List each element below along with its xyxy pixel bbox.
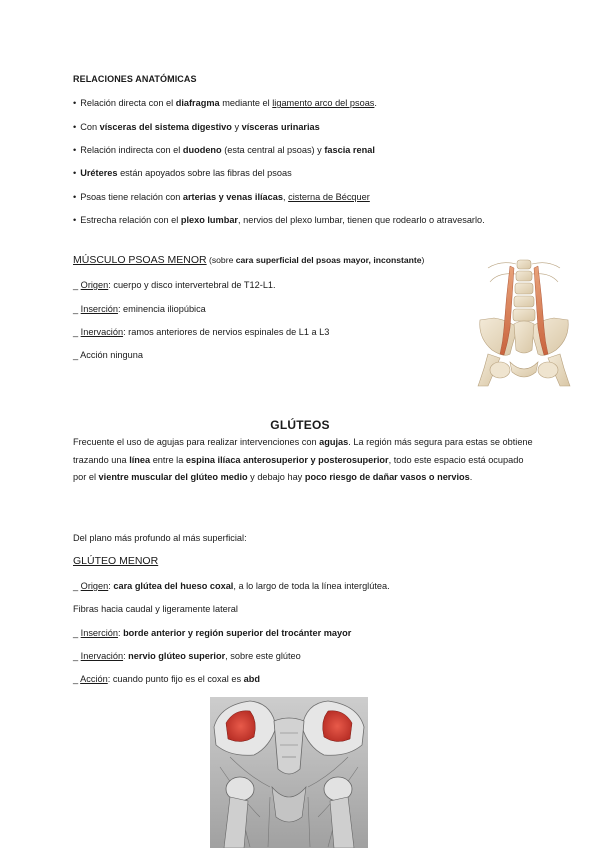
psoas-menor-heading: MÚSCULO PSOAS MENOR (sobre cara superficial del psoas mayor, inconstante) <box>73 254 425 266</box>
gluteo-accion: _ Acción: cuando punto fijo es el coxal es abd <box>73 674 260 684</box>
gluteo-menor-heading: GLÚTEO MENOR <box>73 555 159 567</box>
gluteo-inervacion: _ Inervación: nervio glúteo superior, sobre este glúteo <box>73 651 301 661</box>
gluteo-fibras: Fibras hacia caudal y ligeramente lateral <box>73 604 238 614</box>
psoas-insercion: _ Inserción: eminencia iliopúbica <box>73 304 206 314</box>
psoas-origen: _ Origen: cuerpo y disco intervertebral de T12-L1. <box>73 280 276 290</box>
gluteos-paragraph: Frecuente el uso de agujas para realizar intervenciones con agujas. La región más segura para estas se obtiene trazando una línea entre la espina ilíaca anterosuperior y posterosuperior, todo este espacio está ocupado por el vientre muscular del glúteo medio y debajo hay poco riesgo de dañar vasos o nervios. <box>73 437 533 482</box>
gluteos-title: GLÚTEOS <box>270 418 330 432</box>
gluteo-origen: _ Origen: cara glútea del hueso coxal, a lo largo de toda la línea interglútea. <box>73 581 390 591</box>
plano-text: Del plano más profundo al más superficial: <box>73 533 247 543</box>
relacion-item-5: • Psoas tiene relación con arterias y venas ilíacas, cisterna de Bécquer <box>73 191 370 203</box>
relaciones-heading: RELACIONES ANATÓMICAS <box>73 74 197 84</box>
relacion-item-6: • Estrecha relación con el plexo lumbar, nervios del plexo lumbar, tienen que rodearlo o atravesarlo. <box>73 214 485 226</box>
gluteo-insercion: _ Inserción: borde anterior y región superior del trocánter mayor <box>73 628 352 638</box>
gluteo-menor-anatomy-image <box>210 697 368 848</box>
relacion-item-3: • Relación indirecta con el duodeno (esta central al psoas) y fascia renal <box>73 144 375 156</box>
relacion-item-2: • Con vísceras del sistema digestivo y vísceras urinarias <box>73 121 320 133</box>
psoas-anatomy-image <box>470 258 578 388</box>
psoas-accion: _ Acción ninguna <box>73 350 143 360</box>
psoas-inervacion: _ Inervación: ramos anteriores de nervios espinales de L1 a L3 <box>73 327 330 337</box>
relacion-item-1: • Relación directa con el diafragma mediante el ligamento arco del psoas. <box>73 97 377 109</box>
relacion-item-4: • Uréteres están apoyados sobre las fibras del psoas <box>73 167 292 179</box>
